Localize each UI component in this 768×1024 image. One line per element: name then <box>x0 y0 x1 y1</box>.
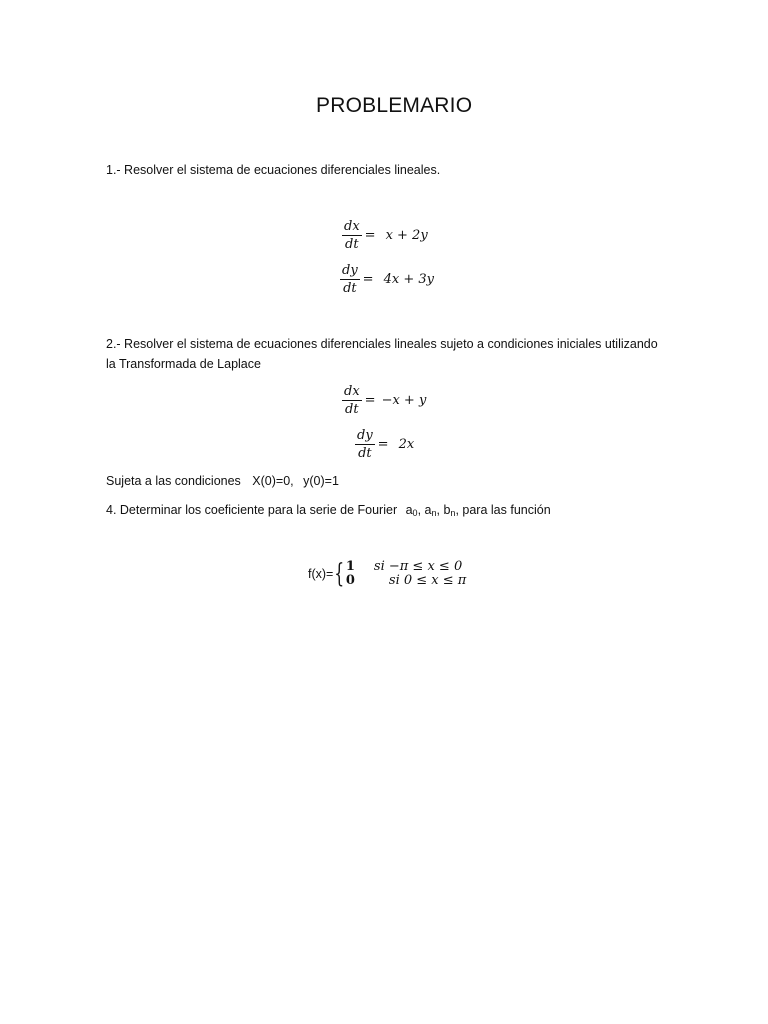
statement-suffix: para las función <box>462 503 551 517</box>
condition-y: y(0)=1 <box>303 474 339 488</box>
problem-1-equation-1 <box>342 218 428 253</box>
piecewise-case-1 <box>346 560 466 574</box>
coefficient-symbol: a <box>424 503 432 517</box>
coefficient-subscript: n <box>431 508 437 518</box>
fraction-denominator: dt <box>343 281 357 296</box>
fraction-numerator: dy <box>357 428 373 443</box>
left-brace: { <box>334 559 345 589</box>
fraction-numerator: dx <box>344 384 360 399</box>
equation-rhs: 4x + 3y <box>383 272 434 287</box>
equals-sign: = <box>364 228 376 243</box>
coefficient-a0 <box>406 503 418 517</box>
equals-sign: = <box>377 437 389 452</box>
fraction-numerator: dy <box>342 263 358 278</box>
problem-2-equation-1 <box>342 383 426 418</box>
fraction <box>342 218 362 253</box>
case-value: 1 <box>345 559 355 574</box>
piecewise-function <box>308 560 466 588</box>
problem-2-statement-line-2: la Transformada de Laplace <box>106 357 261 371</box>
coefficient-symbol: b <box>443 503 451 517</box>
problem-2-conditions <box>106 474 339 488</box>
case-condition: si 0 ≤ x ≤ π <box>388 573 467 588</box>
conditions-label: Sujeta a las condiciones <box>106 474 241 488</box>
separator: , <box>417 503 422 517</box>
fraction <box>342 383 362 418</box>
problem-4-statement <box>106 503 551 518</box>
coefficient-symbol: a <box>405 503 413 517</box>
coefficient-subscript: 0 <box>412 508 418 518</box>
fraction-denominator: dt <box>358 446 372 461</box>
problem-1-statement: 1.- Resolver el sistema de ecuaciones diferenciales lineales. <box>106 163 441 177</box>
problem-2-equation-2 <box>355 427 414 462</box>
equation-rhs: x + 2y <box>385 228 428 243</box>
condition-x: X(0)=0, <box>252 474 294 488</box>
equation-rhs: 2x <box>398 437 415 452</box>
case-condition: si −π ≤ x ≤ 0 <box>373 559 463 574</box>
fraction-numerator: dx <box>344 219 360 234</box>
page-title: PROBLEMARIO <box>316 94 473 117</box>
case-value: 0 <box>345 573 355 588</box>
fraction-denominator: dt <box>345 237 359 252</box>
separator: , <box>455 503 459 517</box>
equation-rhs: −x + y <box>381 393 427 408</box>
fraction <box>355 427 375 462</box>
problem-1-equation-2 <box>340 262 434 297</box>
equals-sign: = <box>362 272 374 287</box>
fraction <box>340 262 360 297</box>
fraction-denominator: dt <box>345 402 359 417</box>
piecewise-cases <box>346 560 466 588</box>
coefficient-an <box>425 503 437 517</box>
equals-sign: = <box>364 393 376 408</box>
coefficient-subscript: n <box>450 508 456 518</box>
coefficient-bn <box>443 503 455 517</box>
function-label: f(x)= <box>308 567 334 581</box>
piecewise-case-2 <box>346 574 466 588</box>
problem-2-statement-line-1: 2.- Resolver el sistema de ecuaciones diferenciales lineales sujeto a condiciones iniciales utilizando <box>106 337 658 351</box>
statement-prefix: 4. Determinar los coeficiente para la serie de Fourier <box>106 503 398 517</box>
separator: , <box>436 503 440 517</box>
